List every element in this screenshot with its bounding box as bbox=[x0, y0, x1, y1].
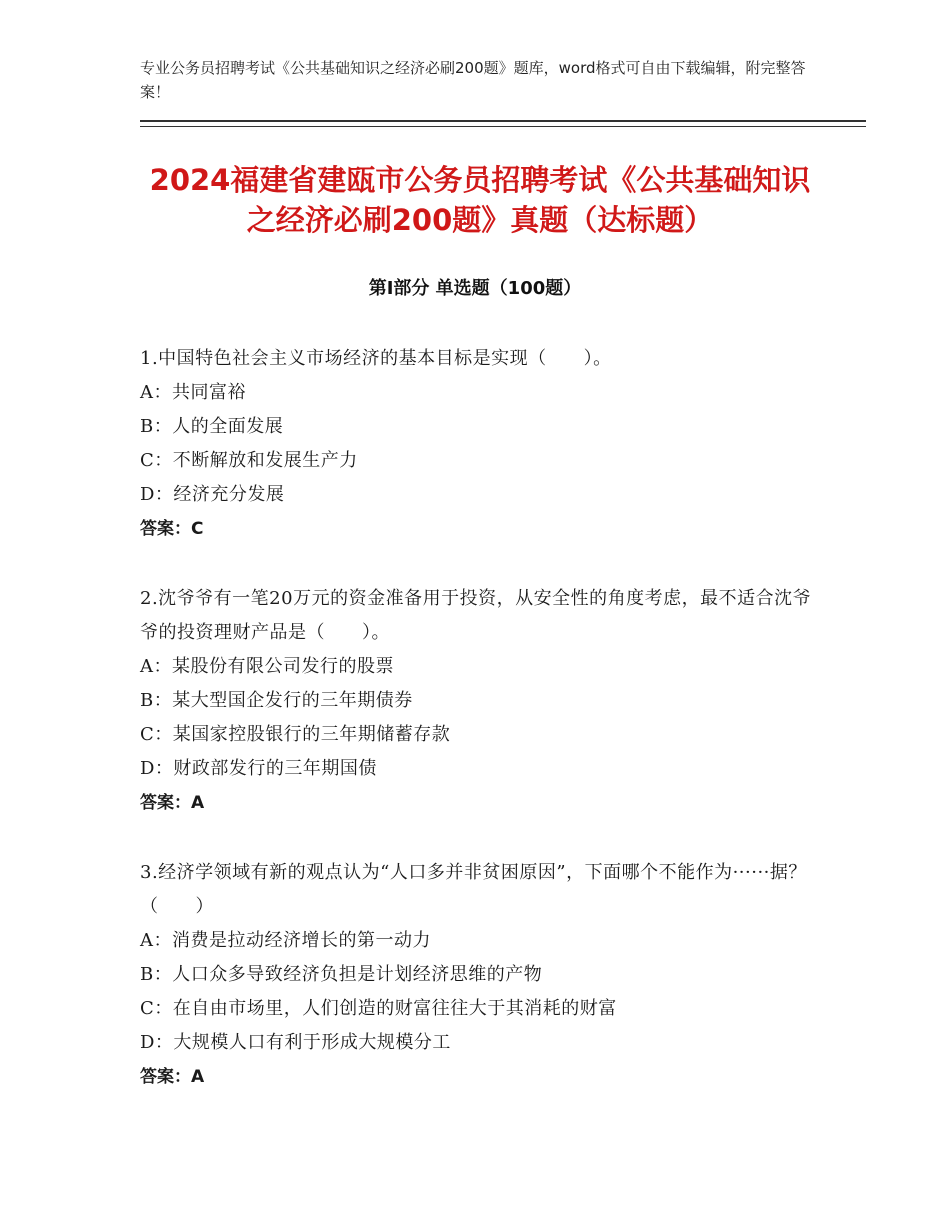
question-option-d: D：经济充分发展 bbox=[140, 484, 285, 505]
question-stem: 2.沈爷爷有一笔20万元的资金准备用于投资，从安全性的角度考虑，最不适合沈爷爷的投资理财产品是（ ）。 bbox=[140, 588, 812, 643]
question-option-b: B：某大型国企发行的三年期债券 bbox=[140, 690, 413, 711]
question-option-a: A：共同富裕 bbox=[140, 382, 246, 403]
question-option-b: B：人的全面发展 bbox=[140, 416, 284, 437]
question-item bbox=[140, 856, 820, 1094]
question-option-a: A：某股份有限公司发行的股票 bbox=[140, 656, 394, 677]
document-title: 2024福建省建瓯市公务员招聘考试《公共基础知识之经济必刷200题》真题（达标题） bbox=[149, 163, 811, 237]
question-item bbox=[140, 342, 820, 546]
question-answer: 答案：A bbox=[140, 1067, 205, 1087]
question-item bbox=[140, 582, 820, 820]
header-divider bbox=[140, 120, 866, 127]
header-note: 专业公务员招聘考试《公共基础知识之经济必刷200题》题库，word格式可自由下载编辑，附完整答案！ bbox=[140, 59, 806, 101]
question-option-c: C：某国家控股银行的三年期储蓄存款 bbox=[140, 724, 451, 745]
question-option-c: C：在自由市场里，人们创造的财富往往大于其消耗的财富 bbox=[140, 998, 617, 1019]
question-answer: 答案：A bbox=[140, 793, 205, 813]
section-title: 第Ⅰ部分 单选题（100题） bbox=[368, 278, 582, 299]
question-option-b: B：人口众多导致经济负担是计划经济思维的产物 bbox=[140, 964, 543, 985]
question-stem: 1.中国特色社会主义市场经济的基本目标是实现（ ）。 bbox=[140, 348, 612, 369]
question-stem: 3.经济学领域有新的观点认为“人口多并非贫困原因”，下面哪个不能作为······据？（ ） bbox=[140, 862, 807, 917]
question-answer: 答案：C bbox=[140, 519, 204, 539]
question-list bbox=[140, 342, 820, 1130]
question-option-a: A：消费是拉动经济增长的第一动力 bbox=[140, 930, 431, 951]
question-option-d: D：大规模人口有利于形成大规模分工 bbox=[140, 1032, 451, 1053]
question-option-c: C：不断解放和发展生产力 bbox=[140, 450, 358, 471]
question-option-d: D：财政部发行的三年期国债 bbox=[140, 758, 377, 779]
